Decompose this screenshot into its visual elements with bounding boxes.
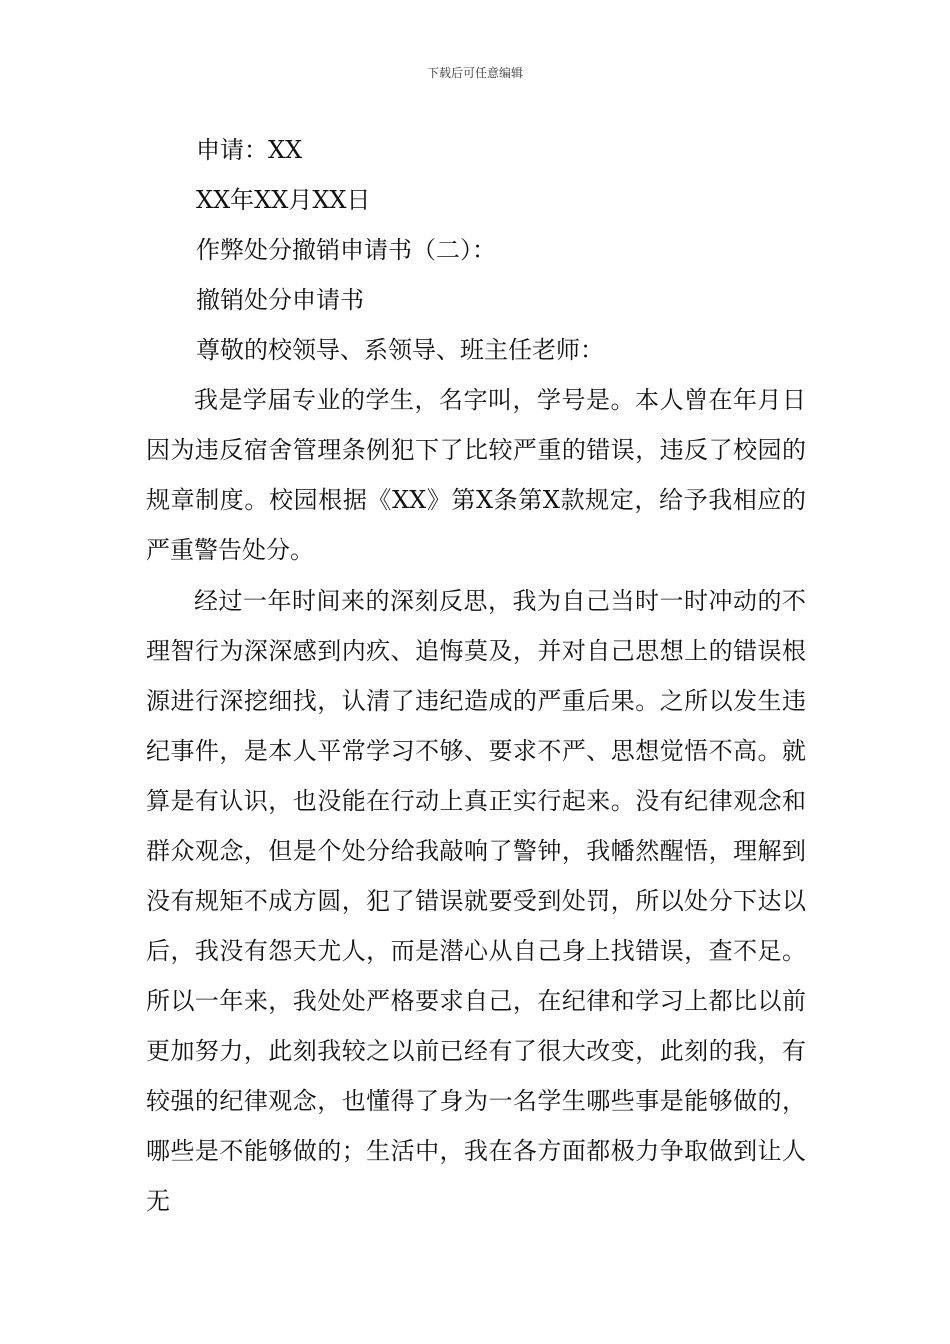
date-line: XX年XX月XX日 (196, 186, 371, 214)
section-title: 作弊处分撤销申请书（二）： (196, 236, 496, 264)
page-header: 下载后可任意编辑 (426, 66, 523, 80)
body-paragraph-1: 我是学届专业的学生，名字叫，学号是。本人曾在年月日因为违反宿舍管理条例犯下了比较严重的错误，违反了校园的规章制度。校园根据《XX》第X条第X款规定，给予我相应的严重警告处分。 (146, 386, 806, 564)
body-paragraph-2: 经过一年时间来的深刻反思，我为自己当时一时冲动的不理智行为深深感到内疚、追悔莫及，并对自己思想上的错误根源进行深挖细找，认清了违纪造成的严重后果。之所以发生违纪事件，是本人平常学习不够、要求不严、思想觉悟不高。就算是有认识，也没能在行动上真正实行起来。没有纪律观念和群众观念，但是个处分给我敲响了警钟，我幡然醒悟，理解到没有规矩不成方圆，犯了错误就要受到处罚，所以处分下达以后，我没有怨天尤人，而是潜心从自己身上找错误，查不足。所以一年来，我处处严格要求自己，在纪律和学习上都比以前更加努力，此刻我较之以前已经有了很大改变，此刻的我，有较强的纪律观念，也懂得了身为一名学生哪些事是能够做的，哪些是不能够做的；生活中，我在各方面都极力争取做到让人无 (146, 587, 806, 1215)
salutation: 尊敬的校领导、系领导、班主任老师： (196, 336, 604, 364)
document-title: 撤销处分申请书 (196, 286, 364, 314)
applicant-line: 申请：XX (196, 136, 303, 164)
